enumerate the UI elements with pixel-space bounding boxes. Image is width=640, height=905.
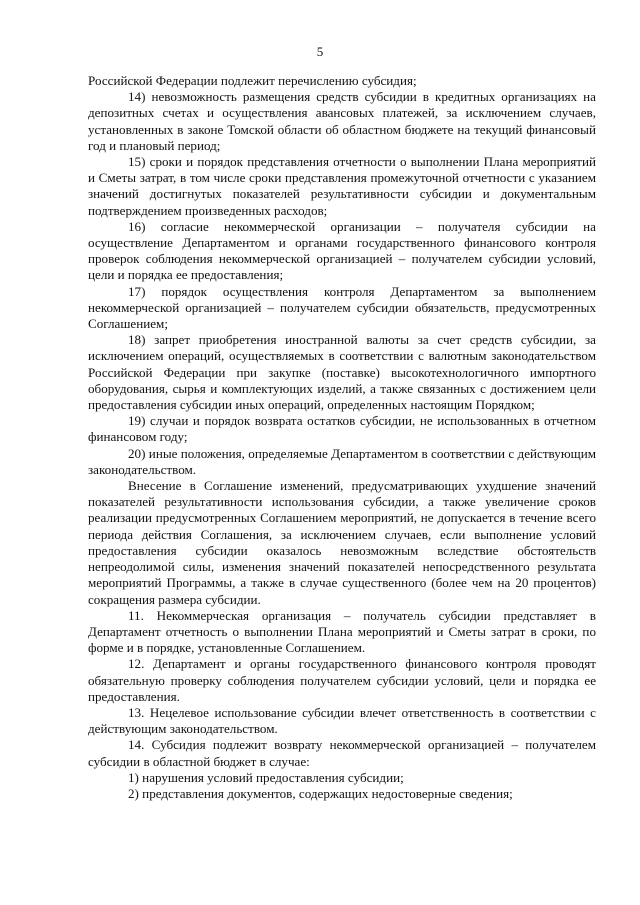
paragraph-item-15: 15) сроки и порядок представления отчетности о выполнении Плана мероприятий и Сметы затрат, в том числе сроки представления промежуточной отчетности с указанием значений достигнутых показателей результативности субсидии и документальным подтверждением произведенных расходов; (88, 154, 596, 218)
paragraph-section-12: 12. Департамент и органы государственного финансового контроля проводят обязательную проверку соблюдения получателем субсидии условий, цели и порядка ее предоставления. (88, 656, 596, 704)
paragraph-continuation: Российской Федерации подлежит перечислению субсидия; (88, 73, 417, 88)
paragraph-amendments: Внесение в Соглашение изменений, предусматривающих ухудшение значений показателей результативности использования субсидии, а также увеличение сроков реализации предусмотренных Соглашением мероприятий, не допускается в течение всего периода действия Соглашения, за исключением случаев, если выполнение условий предоставления субсидии оказалось невозможным вследствие обстоятельств непреодолимой силы, изменения значений показателей непосредственного результата мероприятий Программы, а также в случае существенного (более чем на 20 процентов) сокращения размера субсидии. (88, 478, 596, 607)
paragraph-section-13: 13. Нецелевое использование субсидии влечет ответственность в соответствии с действующим законодательством. (88, 704, 596, 737)
paragraph-item-14: 14) невозможность размещения средств субсидии в кредитных организациях на депозитных счетах и осуществления авансовых платежей, за исключением случаев, установленных в законе Томской области об областном бюджете на текущий финансовый год и плановый период; (88, 89, 596, 153)
paragraph-item-20: 20) иные положения, определяемые Департаментом в соответствии с действующим законодательством. (88, 445, 596, 477)
paragraph-subitem-2: 2) представления документов, содержащих недостоверные сведения; (128, 785, 513, 801)
paragraph-item-16: 16) согласие некоммерческой организации – получателя субсидии на осуществление Департаментом и органами государственного финансового контроля проверок соблюдения некоммерческой организацией – получателем субсидии условий, цели и порядка ее предоставления; (88, 218, 596, 283)
page-number: 5 (316, 44, 324, 59)
document-body (88, 73, 596, 802)
paragraph-subitem-1: 1) нарушения условий предоставления субсидии; (128, 769, 404, 785)
paragraph-section-14: 14. Субсидия подлежит возврату некоммерческой организацией – получателем субсидии в областной бюджет в случае: (88, 737, 596, 769)
paragraph-item-18: 18) запрет приобретения иностранной валюты за счет средств субсидии, за исключением операций, осуществляемых в соответствии с валютным законодательством Российской Федерации при закупке (поставке) высокотехнологичного импортного оборудования, сырья и комплектующих изделий, а также связанных с достижением цели предоставления субсидии иных операций, определенных настоящим Порядком; (88, 332, 596, 413)
paragraph-item-19: 19) случаи и порядок возврата остатков субсидии, не использованных в отчетном финансовом году; (88, 413, 596, 445)
paragraph-item-17: 17) порядок осуществления контроля Департаментом за выполнением некоммерческой организацией – получателем субсидии обязательств, предусмотренных Соглашением; (88, 283, 596, 332)
paragraph-section-11: 11. Некоммерческая организация – получатель субсидии представляет в Департамент отчетность о выполнении Плана мероприятий и Сметы затрат в сроки, по форме и в порядке, установленные Соглашением. (88, 607, 596, 656)
